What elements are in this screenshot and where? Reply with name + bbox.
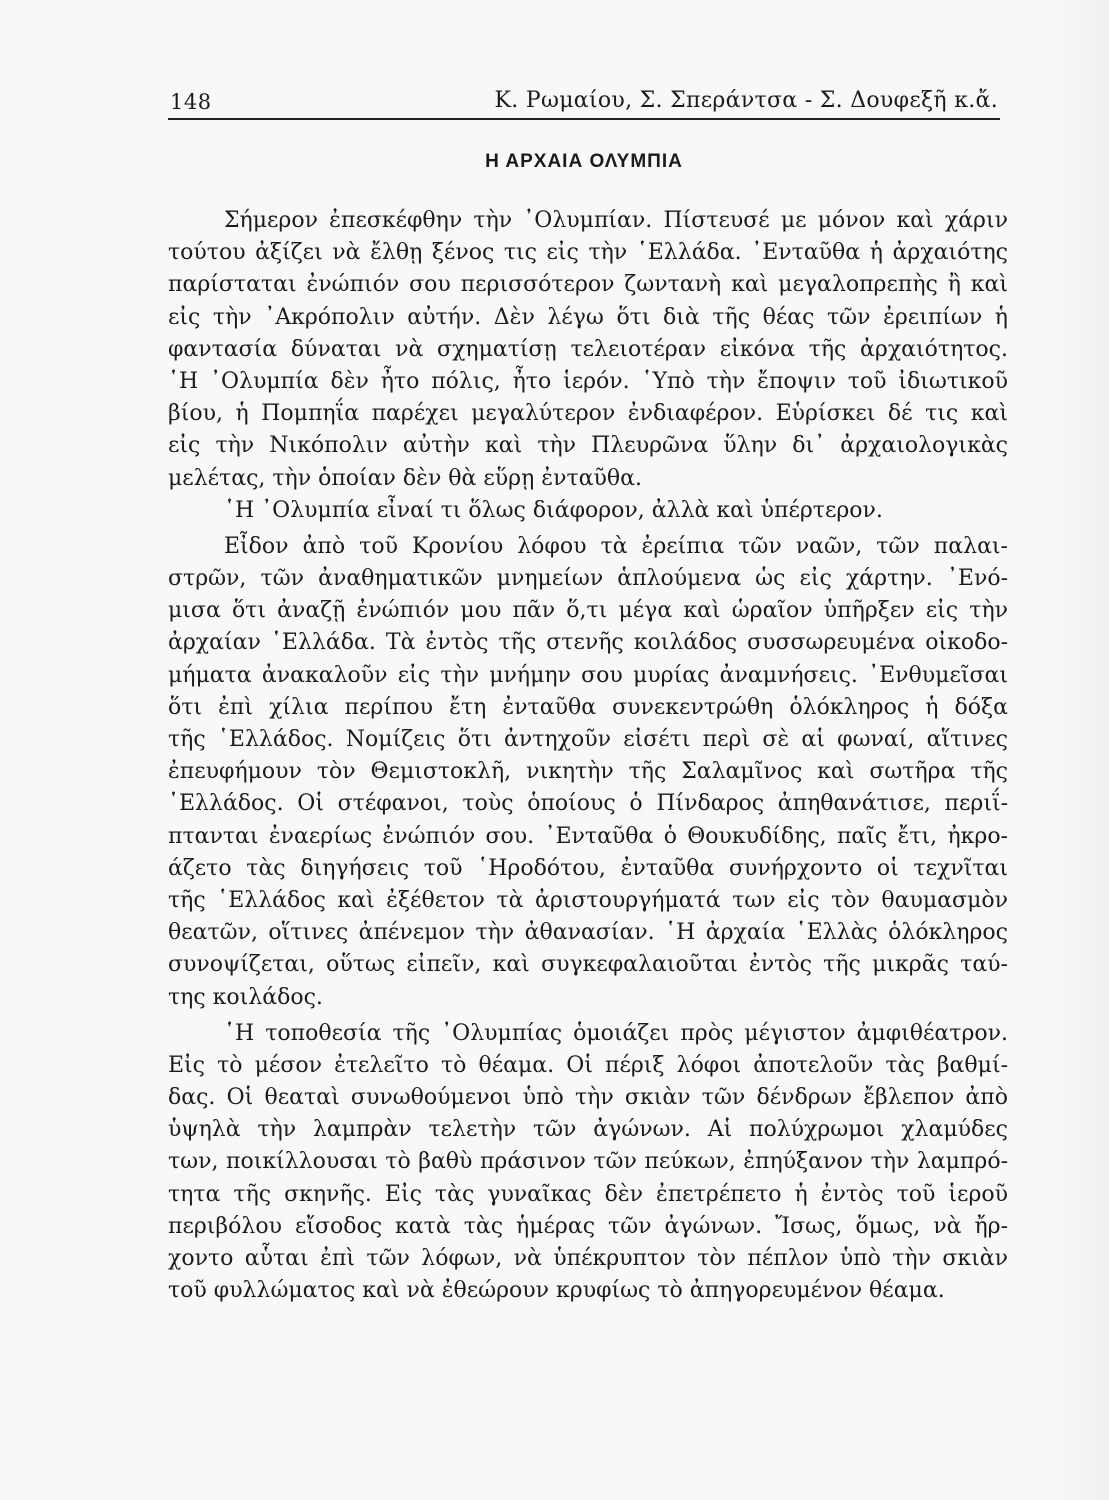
bleed-through-shadow: [1039, 0, 1109, 1500]
text-line: παρίσταται ἐνώπιόν σου περισσότερον ζωντανὴ καὶ μεγαλοπρεπὴς ἢ καὶ: [168, 272, 1008, 298]
text-line: συνοψίζεται, οὕτως εἰπεῖν, καὶ συγκεφαλαιοῦται ἐντὸς τῆς μικρᾶς ταύ-: [168, 952, 1008, 978]
text-line: εἰς τὴν Νικόπολιν αὐτὴν καὶ τὴν Πλευρῶνα ὕλην δι᾿ ἀρχαιολογικὰς: [168, 433, 1008, 459]
text-line: περιβόλου εἴσοδος κατὰ τὰς ἡμέρας τῶν ἀγώνων. Ἴσως, ὅμως, νὰ ἤρ-: [168, 1213, 1008, 1239]
text-line: Σήμερον ἐπεσκέφθην τὴν ᾿Ολυμπίαν. Πίστευσέ με μόνον καὶ χάριν: [224, 208, 1008, 233]
text-line: της κοιλάδος.: [168, 984, 323, 1010]
text-line: ἀρχαίαν ῾Ελλάδα. Τὰ ἐντὸς τῆς στενῆς κοιλάδος συσσωρευμένα οἰκοδο-: [168, 630, 1008, 656]
chapter-title: Η ΑΡΧΑΙΑ ΟΛΥΜΠΙΑ: [485, 151, 683, 172]
page-number: 148: [170, 90, 212, 114]
text-line: τῆς ῾Ελλάδος καὶ ἐξέθετον τὰ ἀριστουργήματά των εἰς τὸν θαυμασμὸν: [168, 887, 1008, 913]
running-head: Κ. Ρωμαίου, Σ. Σπεράντσα - Σ. Δουφεξῆ κ.ἄ.: [494, 88, 998, 113]
paragraph: [168, 205, 1008, 495]
text-line: μήματα ἀνακαλοῦν εἰς τὴν μνήμην σου μυρίας ἀναμνήσεις. ᾿Ενθυμεῖσαι: [168, 662, 1008, 688]
text-line: στρῶν, τῶν ἀναθηματικῶν μνημείων ἁπλούμενα ὡς εἰς χάρτην. ᾿Ενό-: [168, 566, 1008, 592]
text-line: πτανται ἐναερίως ἐνώπιόν σου. ᾿Ενταῦθα ὁ Θουκυδίδης, παῖς ἔτι, ἠκρο-: [168, 823, 1008, 849]
text-line: ὅτι ἐπὶ χίλια περίπου ἔτη ἐνταῦθα συνεκεντρώθη ὁλόκληρος ἡ δόξα: [168, 694, 1008, 720]
text-line: βίου, ἡ Πομπηΐα παρέχει μεγαλύτερον ἐνδιαφέρον. Εὑρίσκει δέ τις καὶ: [168, 401, 1008, 427]
text-line: θεατῶν, οἵτινες ἀπένεμον τὴν ἀθανασίαν. ῾Η ἀρχαία ῾Ελλὰς ὁλόκληρος: [168, 920, 1008, 946]
text-line: τοῦ φυλλώματος καὶ νὰ ἐθεώρουν κρυφίως τὸ ἀπηγορευμένον θέαμα.: [168, 1278, 945, 1304]
text-line: ἐπευφήμουν τὸν Θεμιστοκλῆ, νικητὴν τῆς Σαλαμῖνος καὶ σωτῆρα τῆς: [168, 759, 1008, 785]
text-line: Εἰς τὸ μέσον ἐτελεῖτο τὸ θέαμα. Οἱ πέριξ λόφοι ἀποτελοῦν τὰς βαθμί-: [168, 1052, 1008, 1078]
text-line: των, ποικίλλουσαι τὸ βαθὺ πράσινον τῶν πεύκων, ἐπηύξανον τὴν λαμπρό-: [168, 1149, 1008, 1175]
text-line: δας. Οἱ θεαταὶ συνωθούμενοι ὑπὸ τὴν σκιὰν τῶν δένδρων ἔβλεπον ἀπὸ: [168, 1085, 1008, 1111]
text-line: ὑψηλὰ τὴν λαμπρὰν τελετὴν τῶν ἀγώνων. Αἱ πολύχρωμοι χλαμύδες: [168, 1117, 1008, 1143]
text-line: χοντο αὗται ἐπὶ τῶν λόφων, νὰ ὑπέκρυπτον τὸν πέπλον ὑπὸ τὴν σκιὰν: [168, 1246, 1008, 1271]
page-header: [168, 84, 1000, 120]
paragraph: [168, 531, 1008, 1014]
paragraph: [168, 1018, 1008, 1308]
text-line: μελέτας, τὴν ὁποίαν δὲν θὰ εὕρῃ ἐνταῦθα.: [168, 465, 642, 491]
body-text: [168, 205, 1008, 1307]
text-line: Εἶδον ἀπὸ τοῦ Κρονίου λόφου τὰ ἐρείπια τῶν ναῶν, τῶν παλαι-: [224, 533, 1008, 559]
text-line: άζετο τὰς διηγήσεις τοῦ ῾Ηροδότου, ἐνταῦθα συνήρχοντο οἱ τεχνῖται: [168, 855, 1008, 881]
text-line: τητα τῆς σκηνῆς. Εἰς τὰς γυναῖκας δὲν ἐπετρέπετο ἡ ἐντὸς τοῦ ἱεροῦ: [168, 1181, 1008, 1207]
text-line: τούτου ἀξίζει νὰ ἔλθῃ ξένος τις εἰς τὴν ῾Ελλάδα. ᾿Ενταῦθα ἡ ἀρχαιότης: [168, 240, 1008, 266]
text-line: εἰς τὴν ᾿Ακρόπολιν αὐτήν. Δὲν λέγω ὅτι διὰ τῆς θέας τῶν ἐρειπίων ἡ: [168, 304, 1008, 330]
text-line: φαντασία δύναται νὰ σχηματίσῃ τελειοτέραν εἰκόνα τῆς ἀρχαιότητος.: [168, 336, 1008, 362]
text-line: μισα ὅτι ἀναζῇ ἐνώπιόν μου πᾶν ὅ,τι μέγα καὶ ὡραῖον ὑπῆρξεν εἰς τὴν: [168, 598, 1008, 624]
text-line: ῾Η ᾿Ολυμπία δὲν ἦτο πόλις, ἦτο ἱερόν. ῾Υπὸ τὴν ἔποψιν τοῦ ἰδιωτικοῦ: [168, 368, 1008, 394]
text-line: τῆς ῾Ελλάδος. Νομίζεις ὅτι ἀντηχοῦν εἰσέτι περὶ σὲ αἱ φωναί, αἵτινες: [168, 727, 1008, 752]
paragraph: [168, 495, 1008, 527]
text-line: ῾Η ᾿Ολυμπία εἶναί τι ὅλως διάφορον, ἀλλὰ καὶ ὑπέρτερον.: [224, 497, 883, 523]
text-line: ῾Η τοποθεσία τῆς ᾿Ολυμπίας ὁμοιάζει πρὸς μέγιστον ἀμφιθέατρον.: [224, 1020, 1008, 1046]
text-line: ῾Ελλάδος. Οἱ στέφανοι, τοὺς ὁποίους ὁ Πίνδαρος ἀπηθανάτισε, περιΐ-: [168, 791, 1008, 817]
